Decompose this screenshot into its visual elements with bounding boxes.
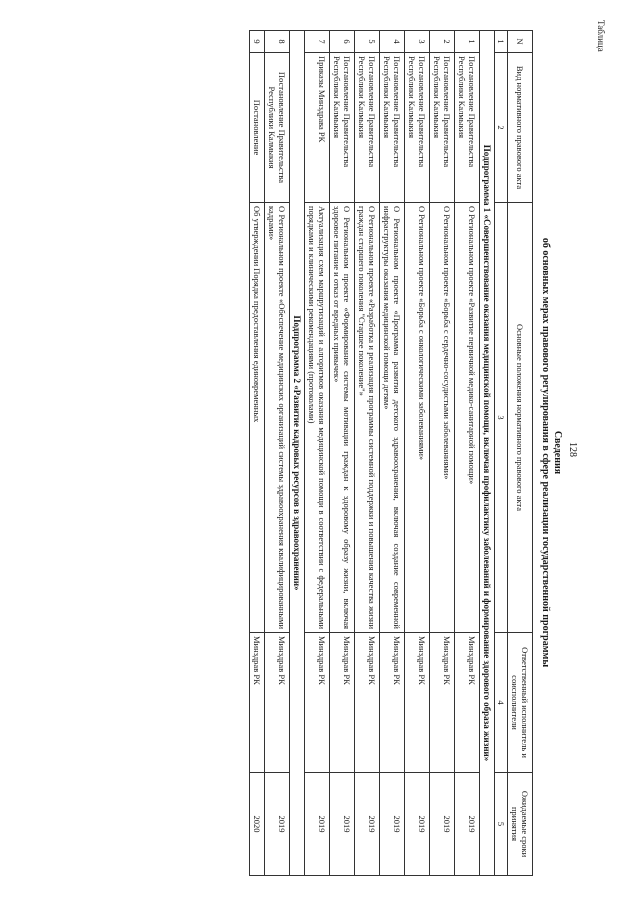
header-type: Вид нормативного правового акта [508, 53, 533, 203]
row-number: 6 [330, 31, 355, 53]
table-row [330, 31, 355, 876]
act-type: Постановление [250, 53, 265, 203]
act-executor: Минздрав РК [405, 633, 430, 773]
rotated-document [93, 30, 563, 875]
row-number: 2 [430, 31, 455, 53]
column-number: 4 [495, 633, 508, 773]
act-provisions: О Региональном проекте «Борьба с онкологическими заболеваниями» [405, 203, 430, 633]
act-executor: Минздрав РК [355, 633, 380, 773]
subprogram-1-title: Подпрограмма 1 «Совершенствование оказания медицинской помощи, включая профилактику заболеваний и формирование здорового образа жизни» [480, 31, 495, 876]
row-number: 1 [455, 31, 480, 53]
act-type: Постановление Правительства Республики Калмыкия [330, 53, 355, 203]
page-number: 128 [567, 442, 578, 457]
act-provisions: О Региональном проекте «Разработка и реализация программы системной поддержки и повышения качества жизни граждан старшего поколения "Старшее поколение"» [355, 203, 380, 633]
document-title [539, 30, 563, 875]
table-row [380, 31, 405, 876]
act-provisions: О Региональном проекте «Борьба с сердечно-сосудистыми заболеваниями» [430, 203, 455, 633]
act-executor: Минздрав РК [430, 633, 455, 773]
act-executor: Минздрав РК [330, 633, 355, 773]
column-number: 5 [495, 773, 508, 876]
column-number: 2 [495, 53, 508, 203]
act-executor: Минздрав РК [305, 633, 330, 773]
table-row [250, 31, 265, 876]
act-executor: Минздрав РК [265, 633, 290, 773]
act-type: Постановление Правительства Республики Калмыкия [430, 53, 455, 203]
header-provisions: Основные положения нормативного правового акта [508, 203, 533, 633]
table-corner-label: Таблица [596, 20, 606, 52]
title-line-2: об основных мерах правового регулирования в сфере реализации государственной программы [540, 237, 551, 668]
column-number: 1 [495, 31, 508, 53]
table-row [355, 31, 380, 876]
act-type: Постановление Правительства Республики Калмыкия [380, 53, 405, 203]
act-term: 2019 [430, 773, 455, 876]
act-executor: Минздрав РК [250, 633, 265, 773]
section-row-1 [480, 31, 495, 876]
table-row [265, 31, 290, 876]
row-number: 5 [355, 31, 380, 53]
header-n: N [508, 31, 533, 53]
subprogram-2-title: Подпрограмма 2 «Развитие кадровых ресурсов в здравоохранении» [290, 31, 305, 876]
row-number: 7 [305, 31, 330, 53]
table-row [455, 31, 480, 876]
table-row [430, 31, 455, 876]
table-row [305, 31, 330, 876]
act-term: 2019 [330, 773, 355, 876]
act-provisions: Актуализация схем маршрутизаций и алгоритмов оказания медицинской помощи в соответствии с федеральными порядками и клиническими рекомендациями (протоколами) [305, 203, 330, 633]
header-term: Ожидаемые сроки принятия [508, 773, 533, 876]
act-term: 2019 [380, 773, 405, 876]
measures-table [249, 30, 533, 876]
act-executor: Минздрав РК [380, 633, 405, 773]
section-row-2 [290, 31, 305, 876]
act-type: Постановление Правительства Республики Калмыкия [355, 53, 380, 203]
act-term: 2019 [405, 773, 430, 876]
act-provisions: О Региональном проекте «Развитие первичной медико-санитарной помощи» [455, 203, 480, 633]
act-provisions: О Региональном проекте «Формирование системы мотивации граждан к здоровому образу жизни, включая здоровое питание и отказ от вредных привычек» [330, 203, 355, 633]
act-provisions: О Региональном проекте «Программа развития детского здравоохранения, включая создание современной инфраструктуры оказания медицинской помощи детям» [380, 203, 405, 633]
row-number: 4 [380, 31, 405, 53]
header-row [508, 31, 533, 876]
table-row [405, 31, 430, 876]
column-number-row [495, 31, 508, 876]
act-term: 2019 [355, 773, 380, 876]
act-provisions: Об утверждении Порядка предоставления единовременных [250, 203, 265, 633]
row-number: 8 [265, 31, 290, 53]
header-executor: Ответственный исполнитель и соисполнители [508, 633, 533, 773]
act-term: 2020 [250, 773, 265, 876]
act-term: 2019 [455, 773, 480, 876]
column-number: 3 [495, 203, 508, 633]
act-type: Приказы Минздрава РК [305, 53, 330, 203]
act-type: Постановление Правительства Республики Калмыкия [405, 53, 430, 203]
act-type: Постановление Правительства Республики Калмыкия [265, 53, 290, 203]
act-provisions: О Региональном проекте «Обеспечение медицинских организаций системы здравоохранения квалифицированными кадрами» [265, 203, 290, 633]
row-number: 9 [250, 31, 265, 53]
title-line-1: Сведения [552, 430, 563, 475]
row-number: 3 [405, 31, 430, 53]
act-term: 2019 [265, 773, 290, 876]
act-term: 2019 [305, 773, 330, 876]
act-type: Постановление Правительства Республики Калмыкия [455, 53, 480, 203]
act-executor: Минздрав РК [455, 633, 480, 773]
